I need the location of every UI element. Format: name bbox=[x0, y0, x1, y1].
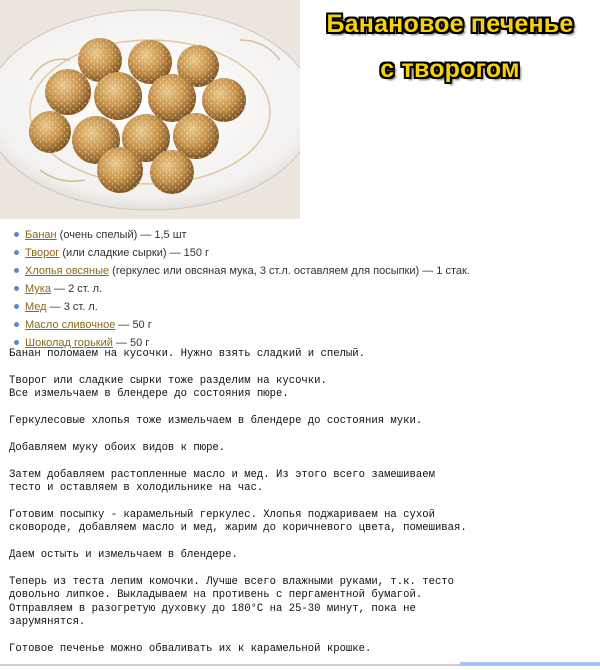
ingredient-detail: — 50 г bbox=[112, 337, 150, 349]
step-paragraph: Даем остыть и измельчаем в блендере. bbox=[9, 549, 238, 561]
bullet-icon bbox=[14, 250, 19, 255]
ingredient-detail: — 50 г bbox=[115, 319, 152, 331]
list-item bbox=[10, 280, 470, 298]
recipe-title bbox=[300, 0, 600, 219]
ingredient-link[interactable]: Масло сливочное bbox=[25, 319, 116, 331]
step-paragraph: Геркулесовые хлопья тоже измельчаем в блендере до состояния муки. bbox=[9, 415, 423, 427]
bullet-icon bbox=[14, 322, 19, 327]
cookie-plate-photo bbox=[0, 0, 300, 219]
ingredient-detail: (геркулес или овсяная мука, 3 ст.л. оставляем для посыпки) — 1 стак. bbox=[109, 265, 470, 277]
step-paragraph: Теперь из теста лепим комочки. Лучше всего влажными руками, т.к. тесто довольно липкое. Выкладываем на противень с пергаментной бумагой. Отправляем в разогретую духовку до 180°C на 25-30 минут, пока не зарумянятся. bbox=[9, 575, 455, 629]
bottom-bar-button[interactable] bbox=[460, 662, 600, 666]
ingredient-link[interactable]: Хлопья овсяные bbox=[25, 265, 110, 277]
cookie-plate-photo-icon bbox=[0, 0, 300, 219]
step-paragraph: Добавляем муку обоих видов к пюре. bbox=[9, 441, 226, 454]
ingredient-link[interactable]: Шоколад горький bbox=[25, 337, 113, 349]
step-paragraph: Банан поломаем на кусочки. Нужно взять сладкий и спелый. bbox=[9, 348, 366, 360]
list-item bbox=[10, 298, 470, 316]
ingredient-detail: — 2 ст. л. bbox=[50, 283, 103, 295]
bullet-icon bbox=[14, 232, 19, 237]
ingredient-list bbox=[10, 226, 470, 352]
step-paragraph: Готовим посыпку - карамельный геркулес. Хлопья поджариваем на сухой сковороде, добавляем масло и мед, жарим до коричневого цвета, помешивая. bbox=[9, 508, 467, 535]
title-line-1: Банановое печенье bbox=[326, 10, 574, 38]
step-paragraph: Творог или сладкие сырки тоже разделим на кусочки. Все измельчаем в блендере до состояния пюре. bbox=[9, 374, 327, 401]
ingredient-link[interactable]: Мука bbox=[25, 283, 51, 295]
list-item bbox=[10, 226, 470, 244]
list-item bbox=[10, 262, 470, 280]
ingredient-detail: — 3 ст. л. bbox=[46, 301, 98, 313]
ingredient-link[interactable]: Банан bbox=[25, 229, 57, 241]
bullet-icon bbox=[14, 304, 19, 309]
bullet-icon bbox=[14, 268, 19, 273]
list-item bbox=[10, 244, 470, 262]
step-paragraph: Готовое печенье можно обваливать их к карамельной крошке. bbox=[9, 642, 372, 655]
bullet-icon bbox=[14, 286, 19, 291]
bullet-icon bbox=[14, 340, 19, 345]
title-line-2: с творогом bbox=[380, 55, 520, 83]
list-item bbox=[10, 316, 470, 334]
step-paragraph: Затем добавляем растопленные масло и мед. Из этого всего замешиваем тесто и оставляем в холодильнике на час. bbox=[9, 468, 435, 494]
ingredient-detail: (очень спелый) — 1,5 шт bbox=[56, 229, 187, 241]
ingredient-link[interactable]: Творог bbox=[25, 247, 60, 259]
recipe-steps bbox=[9, 348, 594, 670]
ingredient-link[interactable]: Мед bbox=[25, 301, 47, 313]
ingredient-detail: (или сладкие сырки) — 150 г bbox=[59, 247, 210, 259]
